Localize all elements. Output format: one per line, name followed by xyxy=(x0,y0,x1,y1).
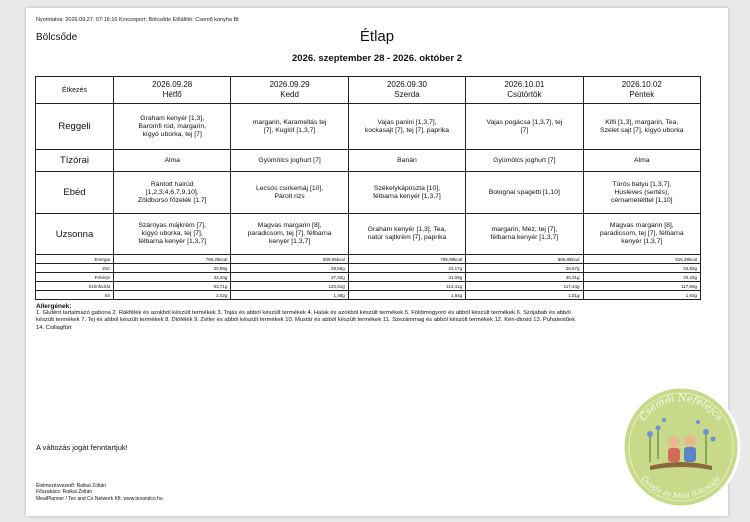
logo-bottom-text: Óvoda és Mini Bölcsőde xyxy=(639,474,723,501)
day-header-wed xyxy=(348,77,465,104)
menu-item-line: Túrós batyu [1,3,7], xyxy=(612,180,672,188)
menu-item-line: Alma xyxy=(164,156,180,164)
allergen-line: készült termékek 7. Tej és abból készült termékek 8. Diófélék 9. Zeller és abból készült termékek 10. Mustár és abból készült termékek 11. Szezámmag és abból készült termékek 12. Kén-dioxid 13. Puhatestűek xyxy=(36,317,576,324)
allergen-line: 1. Glutént tartalmazó gabona 2. Rákfélék és azokból készült termékek 3. Tojás és abból készült termékek 4. Halak és azokból készült termékek 5. Földimogyoró és abból készült termékek 6. Szójabab és abból xyxy=(36,310,571,317)
menu-cell xyxy=(466,214,583,255)
date-range: 2026. szeptember 28 - 2026. október 2 xyxy=(291,53,463,64)
nutrition-value: 23,17g xyxy=(348,264,465,273)
print-info: Nyomtatva: 2026.09.27. 07:16:16 Korcsoport: Bölcsőde Előállító: Csemő konyha Bt xyxy=(36,17,239,23)
menu-item-line: félbarna kenyér [1,3,7] xyxy=(490,234,559,241)
meal-row-ebed xyxy=(36,172,701,214)
menu-item-line: Húsleves (sertés), xyxy=(614,188,670,196)
nutrition-row-feherje xyxy=(36,273,701,282)
day-date: 2026.09.30 xyxy=(386,80,427,89)
menu-cell xyxy=(114,214,231,255)
meal-row-reggeli xyxy=(36,104,701,150)
menu-cell xyxy=(583,214,700,255)
meal-column-header: Étkezés xyxy=(36,77,114,104)
day-header-mon xyxy=(114,77,231,104)
nutrition-value: 36,31g xyxy=(466,273,583,282)
menu-cell xyxy=(348,104,465,150)
day-name: Szerda xyxy=(394,90,420,99)
menu-item-line: [7] xyxy=(520,126,529,134)
nutrition-value: 30,99g xyxy=(114,264,231,273)
nutrition-value: 93,71g xyxy=(114,282,231,291)
menu-cell xyxy=(583,150,700,172)
footer-line: Élelmezésvezető: Ratkai Zoltán xyxy=(36,483,107,489)
menu-cell xyxy=(583,172,700,214)
menu-item-line: Szelet sajt [7], kígyó uborka xyxy=(600,126,684,134)
nutrition-value: 40,43g xyxy=(583,273,700,282)
nutrition-value: 796,98kcal xyxy=(348,255,465,264)
menu-table xyxy=(35,76,701,300)
menu-item-line: Párolt rizs xyxy=(274,192,305,200)
nutrition-value: 1,84g xyxy=(348,291,465,300)
allergen-heading: Allergének: xyxy=(36,303,72,310)
menu-cell xyxy=(114,104,231,150)
meal-label: Reggeli xyxy=(36,104,114,150)
menu-item-line: Magvas margarin [8], xyxy=(609,222,674,229)
nutrition-row-zsir xyxy=(36,264,701,273)
menu-item-line: Székelykáposzta [10], xyxy=(373,184,441,192)
menu-cell xyxy=(231,150,348,172)
menu-item-line: Magvas margarin [8], xyxy=(257,222,322,229)
nutrition-value: 37,32g xyxy=(231,273,348,282)
header-row xyxy=(36,77,701,104)
day-date: 2026.10.02 xyxy=(621,80,662,89)
nutrition-value: 2,02g xyxy=(114,291,231,300)
menu-item-line: Vajas pogácsa [1,3,7], tej xyxy=(486,118,563,126)
nutrition-value: 1,93g xyxy=(583,291,700,300)
menu-cell xyxy=(466,150,583,172)
menu-item-line: félbarna kenyér [1,3,7] xyxy=(373,192,441,200)
nutrition-value: 916,39kcal xyxy=(583,255,700,264)
menu-item-line: kockasajt [7], tej [7], paprika xyxy=(364,126,450,134)
day-name: Hétfő xyxy=(162,90,182,99)
logo-top-text: Csemői Nefelejcs xyxy=(637,392,725,424)
meal-label: Ebéd xyxy=(36,172,114,214)
meal-label: Uzsonna xyxy=(36,214,114,255)
day-date: 2026.09.28 xyxy=(152,80,193,89)
menu-cell xyxy=(348,214,465,255)
menu-item-line: paradicsom, tej [7], félbarna xyxy=(599,230,684,237)
menu-item-line: natúr sajtkrém [7], paprika xyxy=(367,234,447,241)
nutrition-value: 120,61g xyxy=(231,282,348,291)
nutrition-value: 29,56g xyxy=(231,264,348,273)
menu-item-line: paradicsom, tej [7], félbarna xyxy=(247,230,332,237)
menu-item-line: kígyó uborka, tej [7] xyxy=(142,130,202,138)
meal-row-uzsonna xyxy=(36,214,701,255)
menu-item-line: kenyér [1,3,7] xyxy=(621,238,663,245)
menu-item-line: Vajas panini [1,3,7], xyxy=(377,118,437,126)
day-header-fri xyxy=(583,77,700,104)
meal-row-tizorai xyxy=(36,150,701,172)
footer-credits xyxy=(36,483,163,502)
nutrition-row-so xyxy=(36,291,701,300)
nutrition-value: 114,41g xyxy=(348,282,465,291)
menu-item-line: cérnametélttel [1,10] xyxy=(610,196,673,204)
menu-item-line: félbarna kenyér [1,3,7] xyxy=(138,238,207,245)
menu-cell xyxy=(466,104,583,150)
menu-item-line: Banán xyxy=(397,156,417,164)
menu-item-line: [1,2,3,4,6,7,9,10], xyxy=(145,188,199,196)
nutrition-label: Fehérje xyxy=(36,273,114,282)
nutrition-value: 809,05kcal xyxy=(231,255,348,264)
menu-item-line: kígyó uborka, tej [7], xyxy=(141,230,203,237)
logo-badge xyxy=(623,387,739,507)
menu-item-line: [7], Kuglóf [1,3,7] xyxy=(263,126,316,134)
menu-cell xyxy=(231,214,348,255)
menu-item-line: Gyümölcs joghurt [7] xyxy=(493,156,556,164)
menu-item-line: margarin, Karamellás tej xyxy=(252,118,327,126)
menu-item-line: Rántott halrúd xyxy=(150,180,194,188)
nutrition-value: 885,88kcal xyxy=(466,255,583,264)
nutrition-value: 117,44g xyxy=(466,282,583,291)
menu-item-line: kenyér [1,3,7] xyxy=(268,238,311,245)
nutrition-value: 34,83g xyxy=(583,264,700,273)
nutrition-value: 799,25kcal xyxy=(114,255,231,264)
allergen-line: 14. Csillagfürt xyxy=(36,324,72,331)
menu-cell xyxy=(348,150,465,172)
menu-item-line: Graham kenyér [1,3], xyxy=(140,114,205,122)
day-header-thu xyxy=(466,77,583,104)
kindergarten-logo xyxy=(620,384,742,510)
allergen-list xyxy=(36,303,696,332)
institution-label: Bölcsőde xyxy=(36,32,78,43)
menu-cell xyxy=(114,150,231,172)
footer-line: Főszakács: Ratkai Zoltán xyxy=(36,489,93,496)
nutrition-row-szenhidrat xyxy=(36,282,701,291)
menu-item-line: margarin, Méz, tej [7], xyxy=(491,226,558,233)
meal-label: Tízórai xyxy=(36,150,114,172)
menu-item-line: Baromfi rúd, margarin, xyxy=(138,122,206,130)
day-name: Kedd xyxy=(280,90,299,99)
menu-item-line: Szárnyas májkrém [7], xyxy=(138,222,206,229)
nutrition-label: Só xyxy=(36,291,114,300)
menu-item-line: Graham kenyér [1,3], Tea, xyxy=(367,226,447,233)
menu-item-line: Bolognai spagetti [1,10] xyxy=(488,188,560,196)
nutrition-value: 28,67g xyxy=(466,264,583,273)
day-name: Csütörtök xyxy=(507,90,542,99)
menu-cell xyxy=(348,172,465,214)
page-title: Étlap xyxy=(359,28,395,45)
nutrition-label: Energia xyxy=(36,255,114,264)
nutrition-value: 31,09g xyxy=(348,273,465,282)
nutrition-value: 33,34g xyxy=(114,273,231,282)
day-header-tue xyxy=(231,77,348,104)
day-date: 2026.09.29 xyxy=(269,80,310,89)
menu-item-line: Alma xyxy=(634,156,650,164)
nutrition-row-energia xyxy=(36,255,701,264)
nutrition-value: 1,01g xyxy=(466,291,583,300)
footer-line: MealPlanner / Tex and Co Network Kft. www.texandco.hu xyxy=(36,495,163,502)
day-date: 2026.10.01 xyxy=(504,80,545,89)
menu-item-line: Lecsós csirkemáj [10], xyxy=(255,184,324,192)
rights-notice: A változás jogát fenntartjuk! xyxy=(36,443,128,452)
nutrition-label: Zsír xyxy=(36,264,114,273)
nutrition-label: Szénhidrát xyxy=(36,282,114,291)
menu-item-line: Zöldborsó főzelék [1,7] xyxy=(137,196,207,204)
menu-item-line: Gyümölcs joghurt [7] xyxy=(258,156,321,164)
nutrition-value: 1,48g xyxy=(231,291,348,300)
menu-cell xyxy=(231,104,348,150)
menu-cell xyxy=(583,104,700,150)
day-name: Péntek xyxy=(629,90,655,99)
menu-cell xyxy=(114,172,231,214)
nutrition-value: 117,69g xyxy=(583,282,700,291)
menu-cell xyxy=(231,172,348,214)
menu-item-line: Kifli [1,3], margarin, Tea, xyxy=(605,118,679,126)
menu-cell xyxy=(466,172,583,214)
